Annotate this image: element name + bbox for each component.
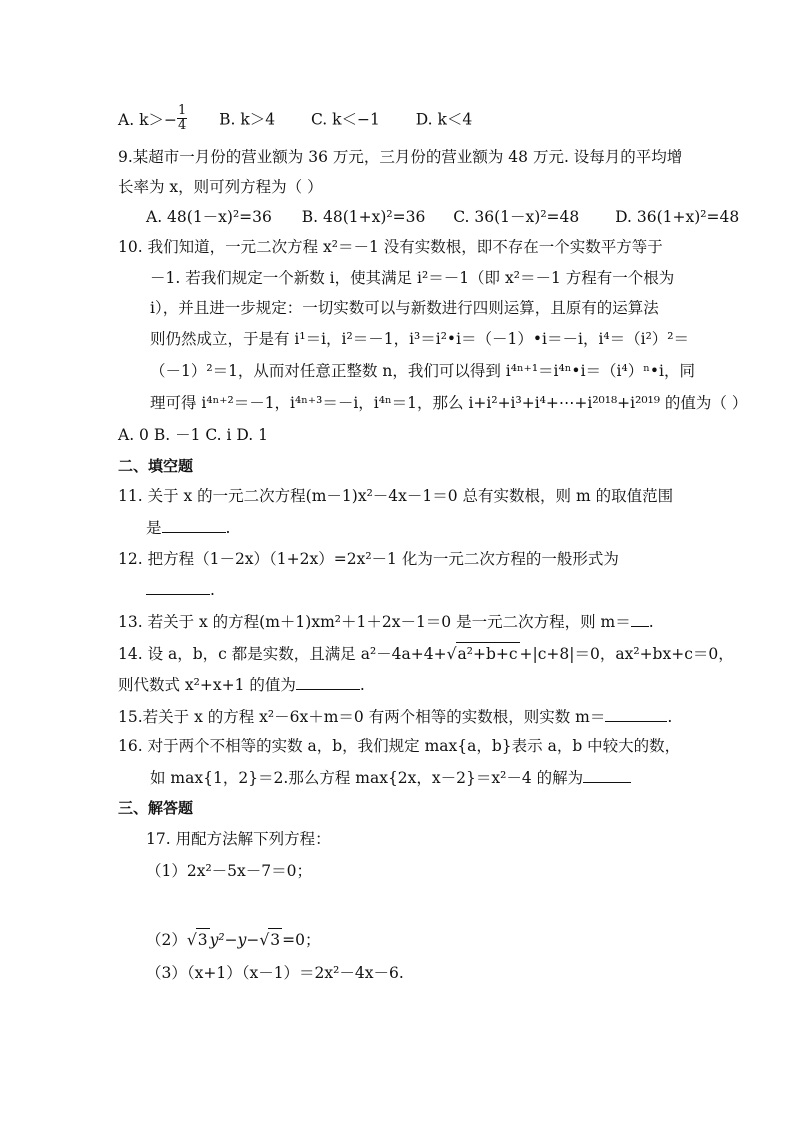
sqrt-symbol-icon: √ (259, 931, 270, 949)
q10-options: A. 0 B. －1 C. i D. 1 (118, 426, 269, 444)
q13-line: 13. 若关于 x 的方程(m＋1)xm²＋1＋2x－1＝0 是一元二次方程，则 m＝ . (118, 610, 654, 633)
q12-line-1: 12. 把方程（1－2x）（1+2x）=2x²－1 化为一元二次方程的一般形式为 (118, 550, 619, 568)
q12-answer-blank[interactable] (146, 578, 210, 595)
q9-option-d: D. 36(1+x)²=48 (615, 208, 740, 226)
q9-option-c: C. 36(1－x)²=48 (453, 208, 580, 226)
q15-line: 15.若关于 x 的方程 x²－6x＋m＝0 有两个相等的实数根，则实数 m＝ . (118, 705, 672, 728)
q11-answer-blank[interactable] (162, 516, 226, 533)
q11-line-1: 11. 关于 x 的一元二次方程(m－1)x²－4x－1＝0 总有实数根，则 m 的取值范围 (118, 487, 674, 505)
q9-option-a: A. 48(1－x)²=36 (146, 208, 272, 226)
q9-option-b: B. 48(1+x)²=36 (301, 208, 426, 226)
q10-line-6: 理可得 i⁴ⁿ⁺²＝－1，i⁴ⁿ⁺³＝－i，i⁴ⁿ＝1，那么 i+i²+i³+i⁴+⋯+i²⁰¹⁸+i²⁰¹⁹ 的值为（ ） (150, 394, 748, 412)
q16-answer-blank[interactable] (583, 766, 631, 783)
q10-line-3: i），并且进一步规定：一切实数可以与新数进行四则运算，且原有的运算法 (150, 299, 659, 317)
q13-answer-blank[interactable] (631, 610, 649, 627)
q14-line-2: 则代数式 x²+x+1 的值为 . (118, 673, 365, 696)
q16-line-2: 如 max{1，2}＝2.那么方程 max{2x，x－2}＝x²－4 的解为 (150, 766, 631, 789)
q15-answer-blank[interactable] (605, 705, 667, 722)
q10-line-5: （－1）²＝1，从而对任意正整数 n，我们可以得到 i⁴ⁿ⁺¹＝i⁴ⁿ•i＝（i⁴）ⁿ•i，同 (150, 362, 695, 380)
sqrt-symbol-icon: √ (446, 645, 457, 663)
q8-option-b: B. k＞4 (219, 110, 276, 129)
q10-line-4: 则仍然成立，于是有 i¹＝i，i²＝－1，i³＝i²•i＝（－1）•i＝－i，i⁴＝（i²）²＝ (150, 330, 690, 348)
q11-line-2: 是 . (146, 516, 230, 539)
q8-options (118, 103, 473, 135)
q9-line-2: 长率为 x，则可列方程为（ ） (118, 178, 323, 196)
section-fill-in-title: 二、填空题 (118, 457, 194, 475)
sqrt-symbol-icon: √ (186, 931, 197, 949)
q10-line-1: 10. 我们知道，一元二次方程 x²＝－1 没有实数根，即不存在一个实数平方等于 (118, 238, 663, 256)
q12-line-2: . (146, 578, 215, 601)
q8-option-d: D. k＜4 (415, 110, 473, 129)
q9-options (146, 206, 739, 228)
q17-part-3: （3）（x+1）（x－1）＝2x²－4x－6. (146, 964, 404, 982)
q14-answer-blank[interactable] (296, 673, 360, 690)
q16-line-1: 16. 对于两个不相等的实数 a，b，我们规定 max{a，b}表示 a，b 中较大的数， (118, 737, 681, 755)
q8-option-c: C. k＜−1 (310, 110, 380, 129)
q14-sqrt-content: a²+b+c (456, 642, 520, 665)
q8-option-a: A. k＞− $\frac{1}{4}$ (118, 103, 187, 133)
q14-line-1: 14. 设 a，b，c 都是实数，且满足 a²－4a+4+√a²+b+c +|c+8|＝0，ax²+bx+c＝0， (118, 642, 734, 665)
section-solve-title: 三、解答题 (118, 799, 194, 817)
q10-line-2: －1. 若我们规定一个新数 i，使其满足 i²＝－1（即 x²＝－1 方程有一个根为 (150, 269, 675, 287)
q8-option-a-fraction: $\frac{1}{4}$ (177, 103, 187, 133)
q9-line-1: 9.某超市一月份的营业额为 36 万元，三月份的营业额为 48 万元. 设每月的平均增 (118, 148, 683, 166)
q17-part-1: （1）2x²－5x－7＝0； (146, 862, 313, 880)
q17-title: 17. 用配方法解下列方程： (146, 830, 331, 848)
q17-part-2: （2）√3 y²−y−√3 =0； (146, 928, 320, 951)
